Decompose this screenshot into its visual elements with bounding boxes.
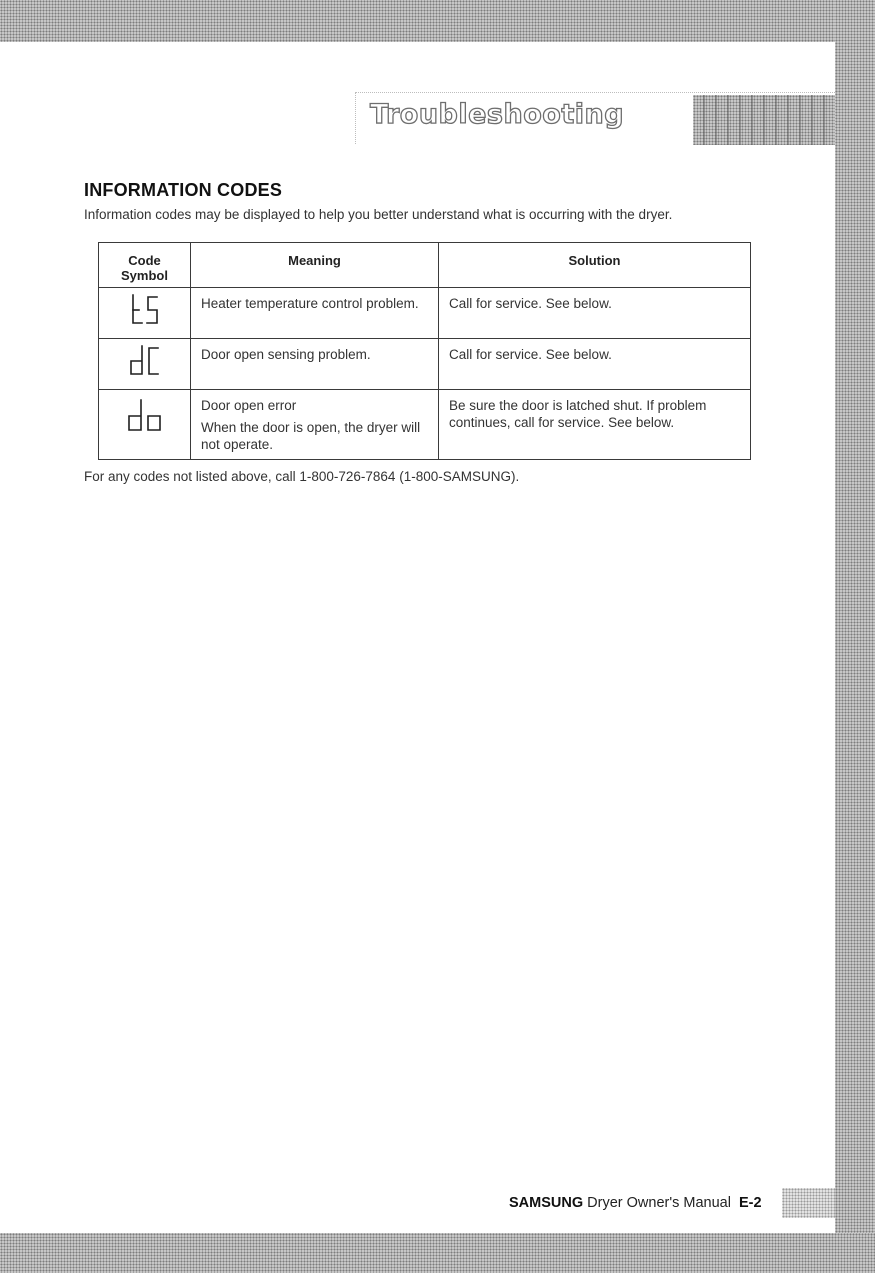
top-border-band (0, 0, 875, 42)
meaning-cell (191, 288, 439, 339)
right-border-band (835, 0, 875, 1273)
section-title: INFORMATION CODES (84, 180, 283, 200)
footer-pattern-block (782, 1188, 835, 1218)
code-symbol-cell (99, 288, 191, 339)
code-tS-segment-display-icon (125, 293, 165, 329)
header-meaning: Meaning (191, 243, 439, 288)
meaning-text: Door open error (201, 398, 297, 413)
meaning-text: Heater temperature control problem. (201, 296, 419, 311)
header-solution: Solution (439, 243, 751, 288)
header-pattern-block (693, 95, 835, 145)
table-row (99, 288, 751, 339)
page-footer (509, 1195, 762, 1211)
code-do-segment-display-icon (123, 398, 167, 438)
header-title: Troubleshooting (370, 99, 625, 130)
solution-cell: Be sure the door is latched shut. If problem continues, call for service. See below. (439, 390, 751, 460)
code-dC-segment-display-icon (125, 344, 165, 380)
meaning-cell (191, 390, 439, 460)
header-code-symbol (99, 243, 191, 288)
meaning-detail-text: When the door is open, the dryer will not operate. (201, 420, 421, 452)
bottom-border-band (0, 1233, 875, 1273)
header-dotted-divider (355, 92, 356, 144)
code-symbol-cell (99, 339, 191, 390)
header-dotted-rule (355, 92, 835, 93)
solution-cell: Call for service. See below. (439, 339, 751, 390)
meaning-text: Door open sensing problem. (201, 347, 371, 362)
header-symbol-label: Symbol (121, 268, 168, 283)
footer-brand: SAMSUNG (509, 1195, 584, 1211)
table-header-row (99, 243, 751, 288)
section-intro: Information codes may be displayed to help you better understand what is occurring with the dryer. (84, 207, 673, 222)
information-codes-table (98, 242, 751, 460)
footnote-text: For any codes not listed above, call 1-800-726-7864 (1-800-SAMSUNG). (84, 469, 520, 484)
table-row (99, 339, 751, 390)
header-code-label: Code (128, 253, 161, 268)
footer-manual-title: Dryer Owner's Manual (587, 1195, 731, 1211)
code-symbol-cell (99, 390, 191, 460)
solution-cell: Call for service. See below. (439, 288, 751, 339)
footer-page-number: E-2 (739, 1195, 762, 1211)
meaning-cell (191, 339, 439, 390)
table-row (99, 390, 751, 460)
